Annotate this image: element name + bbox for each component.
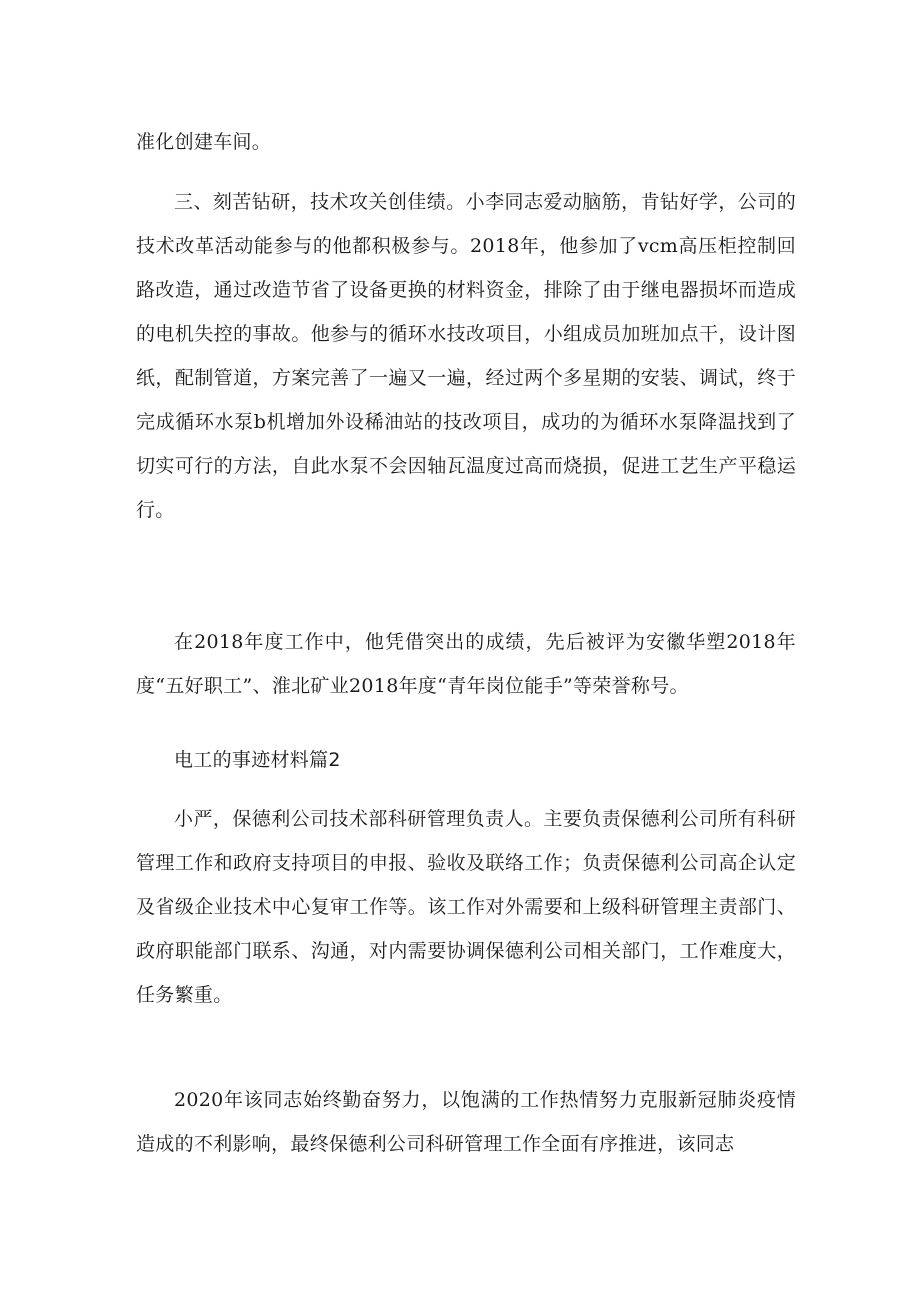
section-heading: 电工的事迹材料篇2 xyxy=(174,749,341,771)
paragraph-technical-innovation: 三、刻苦钻研，技术攻关创佳绩。小李同志爱动脑筋，肯钻好学，公司的技术改革活动能参与的他都积极参与。2018年，他参加了vcm高压柜控制回路改造，通过改造节省了设备更换的材料资金，排除了由于继电器损坏而造成的电机失控的事故。他参与的循环水技改项目，小组成员加班加点干，设计图纸，配制管道，方案完善了一遍又一遍，经过两个多星期的安装、调试，终于完成循环水泵b机增加外设稀油站的技改项目，成功的为循环水泵降温找到了切实可行的方法，自此水泵不会因轴瓦温度过高而烧损，促进工艺生产平稳运行。 xyxy=(136,191,796,521)
paragraph-2020-work: 2020年该同志始终勤奋努力，以饱满的工作热情努力克服新冠肺炎疫情造成的不利影响，最终保德利公司科研管理工作全面有序推进，该同志 xyxy=(136,1089,796,1155)
paragraph-honors: 在2018年度工作中，他凭借突出的成绩，先后被评为安徽华塑2018年度“五好职工”、淮北矿业2018年度“青年岗位能手”等荣誉称号。 xyxy=(136,631,796,697)
paragraph-continuation: 准化创建车间。 xyxy=(136,131,272,153)
paragraph-introduction: 小严，保德利公司技术部科研管理负责人。主要负责保德利公司所有科研管理工作和政府支持项目的申报、验收及联络工作；负责保德利公司高企认定及省级企业技术中心复审工作等。该工作对外需要和上级科研管理主责部门、政府职能部门联系、沟通，对内需要协调保德利公司相关部门，工作难度大，任务繁重。 xyxy=(136,808,796,1006)
